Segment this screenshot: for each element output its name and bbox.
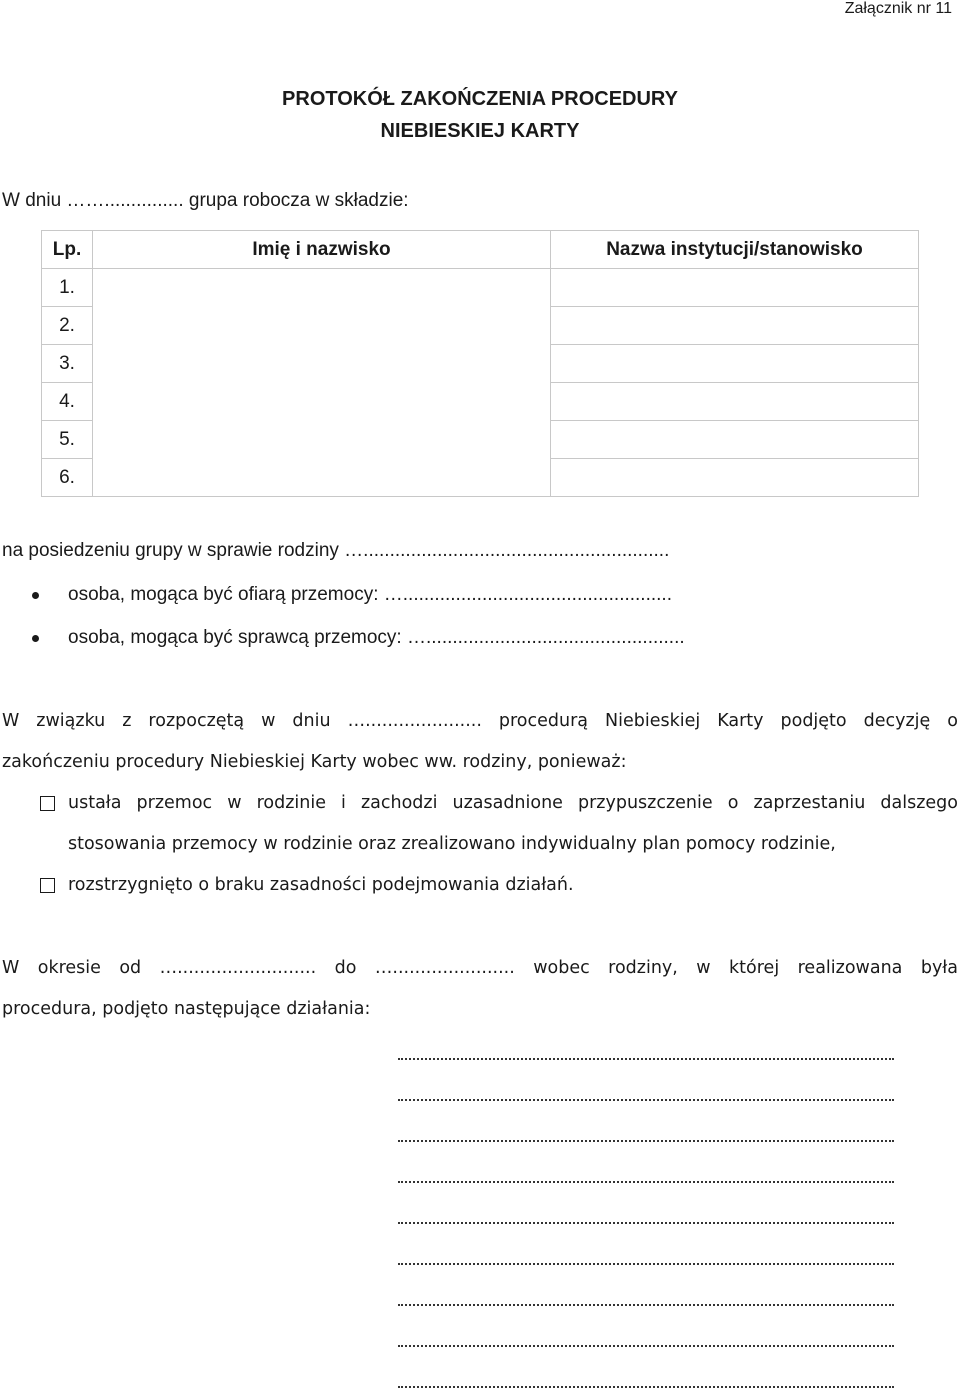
dotted-fill-line[interactable]: [398, 1386, 894, 1388]
decision-line1: W związku z rozpoczętą w dniu …..................... procedurą Niebieskiej Karty podjęto decyzję o: [2, 711, 958, 731]
perpetrator-line: osoba, mogąca być sprawcą przemocy: ….................................................: [68, 627, 685, 648]
period-line2: procedura, podjęto następujące działania:: [2, 999, 371, 1019]
victim-line: osoba, mogąca być ofiarą przemocy: …...................................................: [68, 584, 672, 605]
decision-line2: zakończeniu procedury Niebieskiej Karty wobec ww. rodziny, ponieważ:: [2, 752, 627, 772]
intro-line: W dniu ……............... grupa robocza w składzie:: [2, 190, 409, 211]
dotted-fill-line[interactable]: [398, 1181, 894, 1183]
dotted-fill-line[interactable]: [398, 1263, 894, 1265]
checkbox-icon[interactable]: [40, 796, 55, 811]
dotted-fill-line[interactable]: [398, 1222, 894, 1224]
members-table-header: [42, 231, 919, 269]
name-cell[interactable]: [93, 383, 551, 421]
dotted-fill-line[interactable]: [398, 1140, 894, 1142]
row-number: 4.: [42, 383, 93, 421]
institution-cell[interactable]: [551, 421, 919, 459]
bullet-icon: [32, 635, 39, 642]
name-cell[interactable]: [93, 345, 551, 383]
document-title-line2: NIEBIESKIEJ KARTY: [380, 120, 580, 142]
table-row: [42, 383, 919, 421]
institution-cell[interactable]: [551, 269, 919, 307]
institution-cell[interactable]: [551, 345, 919, 383]
name-cell[interactable]: [93, 307, 551, 345]
dotted-fill-line[interactable]: [398, 1058, 894, 1060]
row-number: 1.: [42, 269, 93, 307]
dotted-fill-line[interactable]: [398, 1304, 894, 1306]
option1-line1: ustała przemoc w rodzinie i zachodzi uzasadnione przypuszczenie o zaprzestaniu dalszego: [68, 793, 958, 813]
annex-label: Załącznik nr 11: [844, 0, 952, 17]
institution-cell[interactable]: [551, 383, 919, 421]
institution-cell[interactable]: [551, 459, 919, 497]
document-title-line1: PROTOKÓŁ ZAKOŃCZENIA PROCEDURY: [282, 88, 678, 110]
name-cell[interactable]: [93, 421, 551, 459]
checkbox-icon[interactable]: [40, 878, 55, 893]
members-table: [41, 230, 919, 497]
period-line1: W okresie od …......................... do …...................... wobec rodziny, w której realizowana była: [2, 958, 958, 978]
option1-line2: stosowania przemocy w rodzinie oraz zrealizowano indywidualny plan pomocy rodzinie,: [68, 834, 836, 854]
table-row: [42, 269, 919, 307]
dotted-fill-line[interactable]: [398, 1099, 894, 1101]
row-number: 6.: [42, 459, 93, 497]
row-number: 3.: [42, 345, 93, 383]
table-row: [42, 345, 919, 383]
row-number: 5.: [42, 421, 93, 459]
header-lp: Lp.: [42, 231, 93, 269]
table-row: [42, 459, 919, 497]
row-number: 2.: [42, 307, 93, 345]
bullet-icon: [32, 592, 39, 599]
table-row: [42, 307, 919, 345]
family-line: na posiedzeniu grupy w sprawie rodziny …..........................................................: [2, 540, 670, 561]
name-cell[interactable]: [93, 269, 551, 307]
header-institution: Nazwa instytucji/stanowisko: [551, 231, 919, 269]
institution-cell[interactable]: [551, 307, 919, 345]
option2-line: rozstrzygnięto o braku zasadności podejmowania działań.: [68, 875, 574, 895]
header-name: Imię i nazwisko: [93, 231, 551, 269]
dotted-fill-line[interactable]: [398, 1345, 894, 1347]
name-cell[interactable]: [93, 459, 551, 497]
table-row: [42, 421, 919, 459]
